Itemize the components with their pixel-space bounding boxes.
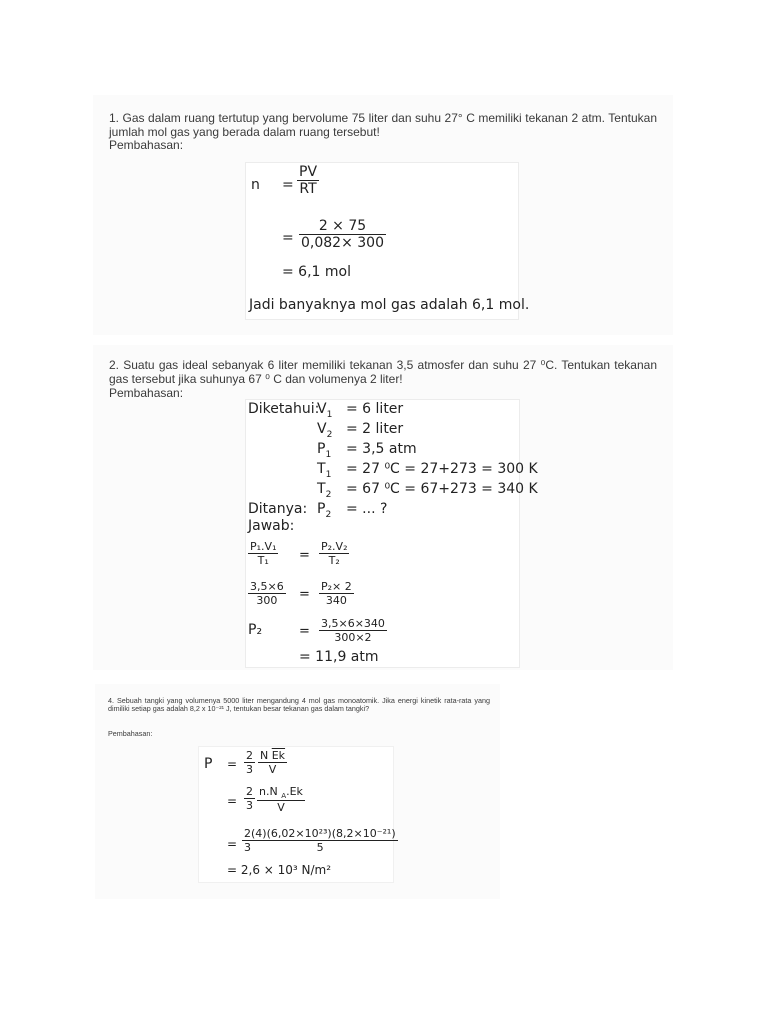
p2-symbol: $P_2$	[317, 501, 332, 520]
fraction-numbers-right	[319, 580, 354, 607]
problem-4-question: 4. Sebuah tangki yang volumenya 5000 liter mengandung 4 mol gas monoatomik. Jika energi kinetik rata-rata yang dimiliki setiap gas adalah 8,2 x 10⁻²¹ J, tentukan besar tekanan gas dalam tangki?	[108, 696, 490, 714]
problem-1-question: 1. Gas dalam ruang tertutup yang bervolume 75 liter dan suhu 27° C memiliki tekanan 2 atm. Tentukan jumlah mol gas yang berada dalam ruang tersebut!	[109, 111, 657, 139]
t1-symbol: $T_1$	[317, 461, 332, 480]
problem-2-question: 2. Suatu gas ideal sebanyak 6 liter memiliki tekanan 3,5 atmosfer dan suhu 27 ⁰C. Tentukan tekanan gas tersebut jika suhunya 67 ⁰ C dan volumenya 2 liter!	[109, 358, 657, 386]
mol-result: = 6,1 mol	[282, 264, 351, 280]
t1-value: = 27 ⁰C = 27+273 = 300 K	[346, 461, 538, 477]
fraction-numerator: 3,5×6	[250, 580, 284, 593]
pressure-result: = 11,9 atm	[299, 649, 379, 665]
fraction-n-ek-over-v	[258, 749, 287, 776]
fraction-denominator: RT	[299, 181, 317, 197]
fraction-numbers-left	[248, 580, 286, 607]
fraction-numerator: P₂.V₂	[321, 540, 348, 553]
fraction-two-thirds	[244, 785, 255, 812]
fraction-numerator: N $\overline{Ek}$	[260, 749, 286, 762]
fraction-denominator: T₁	[257, 554, 269, 567]
p1-value: = 3,5 atm	[346, 441, 417, 457]
fraction-numeric-substitution	[242, 827, 398, 854]
fraction-denominator: V	[268, 763, 277, 776]
equals-sign: =	[282, 177, 294, 193]
problem-2-pembahasan-label: Pembahasan:	[109, 386, 184, 400]
fraction-p2-calc	[319, 617, 387, 644]
n-symbol: n	[251, 177, 260, 193]
fraction-numerator: 2	[246, 785, 253, 798]
equals-sign: =	[227, 757, 238, 771]
fraction-denominator: T₂	[328, 554, 340, 567]
p-symbol: P	[204, 756, 213, 772]
fraction-numerator: P₁.V₁	[250, 540, 277, 553]
problem-4-pembahasan-label: Pembahasan:	[108, 729, 153, 738]
fraction-substitution	[299, 218, 386, 251]
fraction-denominator: 3 5	[244, 841, 324, 854]
fraction-numerator: n.N $_A$.Ek	[259, 785, 303, 801]
problem-4-solution-image	[198, 746, 394, 883]
fraction-denominator: 3	[246, 799, 253, 812]
fraction-numerator: 2(4)(6,02×10²³)(8,2×10⁻²¹)	[244, 827, 396, 840]
equals-sign: =	[227, 794, 238, 808]
fraction-numerator: P₂× 2	[321, 580, 352, 593]
fraction-p2v2-over-t2	[319, 540, 349, 567]
equals-sign: =	[299, 587, 310, 602]
fraction-numerator: 2	[246, 749, 253, 762]
fraction-pv-over-rt	[297, 164, 319, 197]
fraction-numerator: 3,5×6×340	[321, 617, 385, 630]
p2-left: P₂	[248, 622, 263, 638]
fraction-numerator: PV	[299, 164, 318, 180]
v2-value: = 2 liter	[346, 421, 404, 437]
equals-sign: =	[299, 624, 310, 639]
fraction-denominator: 300×2	[334, 631, 372, 644]
t2-value: = 67 ⁰C = 67+273 = 340 K	[346, 481, 538, 497]
diketahui-label: Diketahui:	[248, 401, 320, 417]
problem-1-pembahasan-label: Pembahasan:	[109, 138, 184, 152]
t2-symbol: $T_2$	[317, 481, 332, 500]
p2-value: = ... ?	[346, 501, 388, 517]
v1-value: = 6 liter	[346, 401, 404, 417]
ditanya-label: Ditanya:	[248, 501, 308, 517]
v2-symbol: $V_2$	[317, 421, 333, 440]
p1-symbol: $P_1$	[317, 441, 332, 460]
problem-1-solution-image	[245, 162, 530, 320]
fraction-denominator: V	[277, 801, 285, 815]
v1-symbol: $V_1$	[317, 401, 333, 420]
equals-sign: =	[299, 548, 310, 563]
equals-sign: =	[227, 837, 238, 851]
fraction-nna-ek-over-v	[257, 785, 305, 814]
fraction-denominator: 3	[246, 763, 253, 776]
problem-2-solution-image	[245, 399, 538, 668]
fraction-denominator: 300	[256, 594, 278, 607]
fraction-numerator: 2 × 75	[318, 218, 367, 234]
fraction-denominator: 0,082× 300	[301, 235, 384, 251]
fraction-two-thirds	[244, 749, 255, 776]
equals-sign: =	[282, 230, 294, 246]
conclusion-text: Jadi banyaknya mol gas adalah 6,1 mol.	[249, 297, 530, 313]
fraction-denominator: 340	[325, 594, 347, 607]
jawab-label: Jawab:	[248, 518, 295, 534]
pressure-result: = 2,6 × 10³ N/m²	[227, 863, 332, 877]
fraction-p1v1-over-t1	[248, 540, 278, 567]
